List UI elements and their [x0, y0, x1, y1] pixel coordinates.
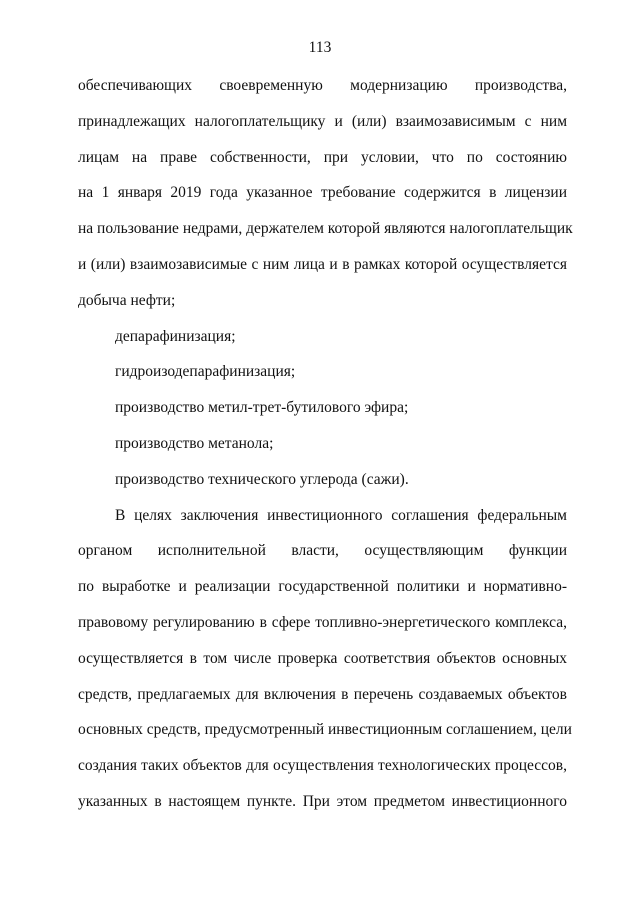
text-line: принадлежащих налогоплательщику и (или) взаимозависимым с ним: [78, 112, 567, 130]
body-text: [78, 68, 573, 820]
text-line: осуществляется в том числе проверка соответствия объектов основных: [78, 649, 567, 667]
text-line: и (или) взаимозависимые с ним лица и в рамках которой осуществляется: [78, 255, 567, 273]
list-item: производство метил-трет-бутилового эфира;: [115, 399, 409, 417]
text-line: по выработке и реализации государственной политики и нормативно-: [78, 578, 567, 596]
list-item: депарафинизация;: [115, 327, 236, 345]
text-line: средств, предлагаемых для включения в перечень создаваемых объектов: [78, 685, 567, 703]
text-line: на 1 января 2019 года указанное требование содержится в лицензии: [78, 184, 567, 202]
text-line: на пользование недрами, держателем которой являются налогоплательщик: [78, 220, 573, 238]
paragraph-first-line: В целях заключения инвестиционного соглашения федеральным: [115, 506, 567, 524]
text-line: правовому регулированию в сфере топливно-энергетического комплекса,: [78, 613, 567, 631]
text-line: основных средств, предусмотренный инвестиционным соглашением, цели: [78, 721, 572, 739]
list-item: гидроизодепарафинизация;: [115, 363, 296, 381]
text-line: добыча нефти;: [78, 291, 176, 309]
page-number: 113: [308, 39, 332, 56]
text-line: лицам на праве собственности, при условии, что по состоянию: [78, 148, 567, 166]
text-line: органом исполнительной власти, осуществляющим функции: [78, 542, 567, 560]
text-line: создания таких объектов для осуществления технологических процессов,: [78, 757, 567, 775]
text-line: обеспечивающих своевременную модернизацию производства,: [78, 77, 567, 94]
list-item: производство метанола;: [115, 434, 274, 452]
list-item: производство технического углерода (сажи).: [115, 470, 409, 488]
text-line: указанных в настоящем пункте. При этом предметом инвестиционного: [78, 792, 567, 810]
